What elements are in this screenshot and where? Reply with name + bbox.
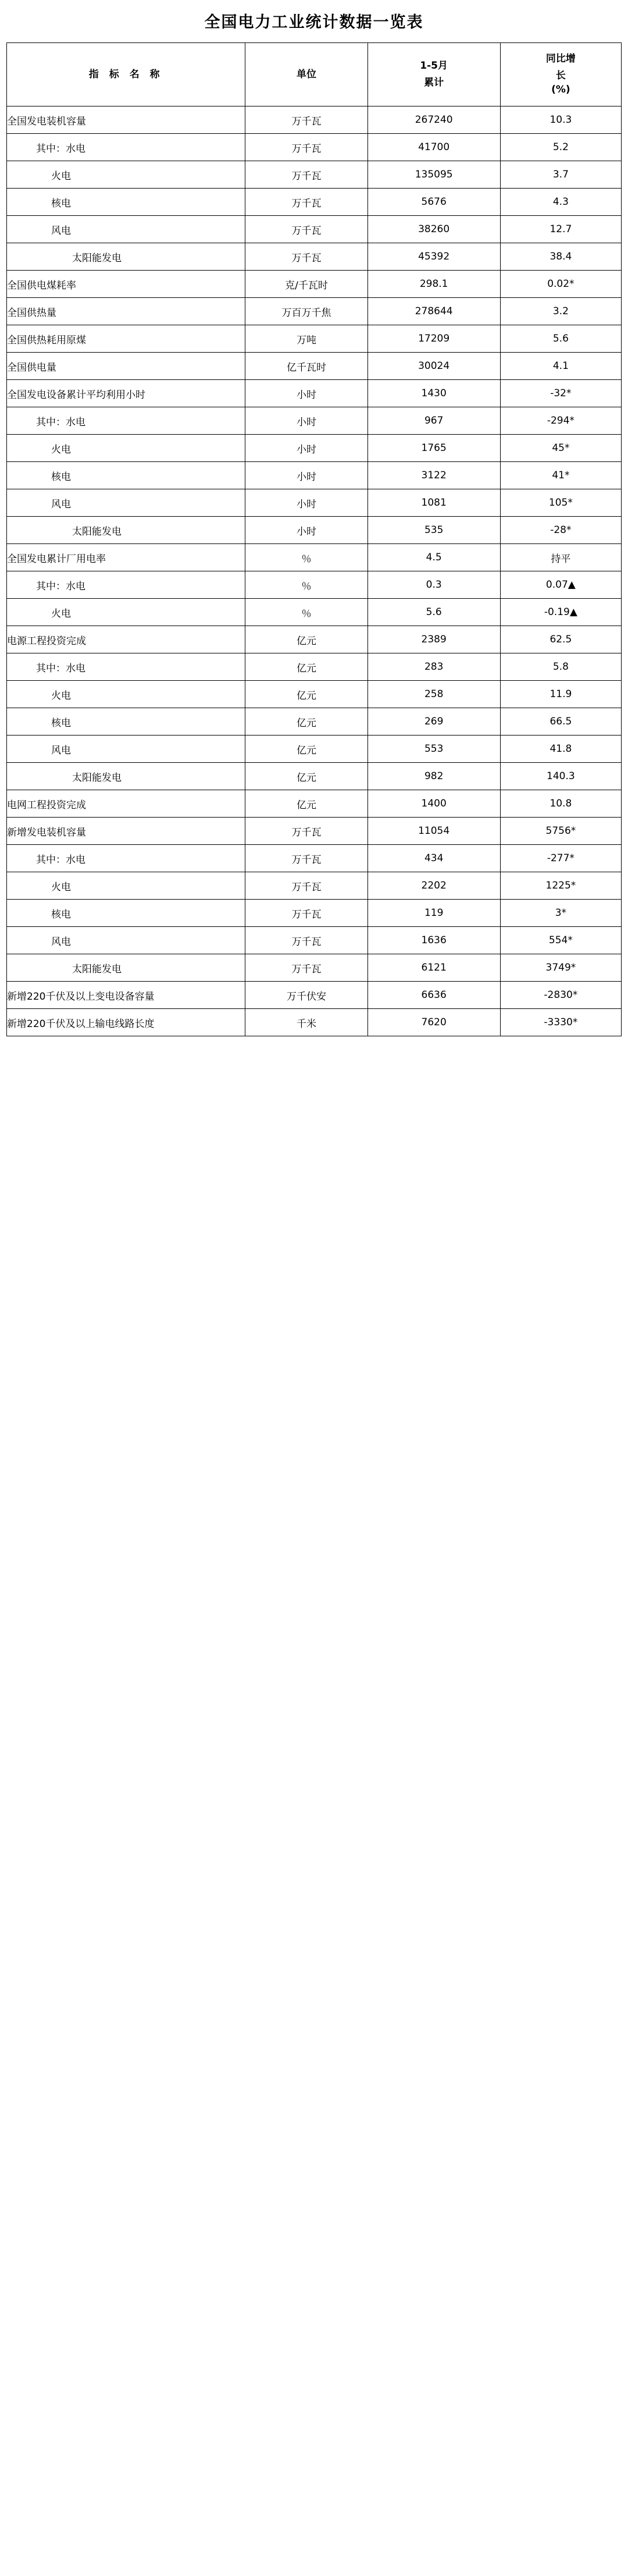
- table-row: [7, 544, 622, 571]
- table-row: [7, 927, 622, 954]
- table-row: [7, 462, 622, 489]
- cell-indicator-name: 火电: [7, 161, 245, 189]
- cell-period-total: 258: [367, 681, 500, 708]
- column-header-yoy-growth: [500, 43, 621, 106]
- table-row: [7, 298, 622, 325]
- cell-period-total: 269: [367, 708, 500, 736]
- cell-period-total: 2202: [367, 872, 500, 900]
- cell-period-total: 434: [367, 845, 500, 872]
- cell-yoy-growth: 5756*: [500, 818, 621, 845]
- cell-yoy-growth: -3330*: [500, 1009, 621, 1036]
- cell-indicator-name: 电网工程投资完成: [7, 790, 245, 818]
- cell-unit: ％: [245, 544, 367, 571]
- cell-period-total: 17209: [367, 325, 500, 353]
- cell-period-total: 30024: [367, 353, 500, 380]
- table-row: [7, 134, 622, 161]
- cell-period-total: 6121: [367, 954, 500, 982]
- cell-unit: 万千瓦: [245, 900, 367, 927]
- cell-unit: 小时: [245, 380, 367, 407]
- table-row: [7, 681, 622, 708]
- table-row: [7, 571, 622, 599]
- cell-unit: 小时: [245, 489, 367, 517]
- cell-unit: 亿元: [245, 653, 367, 681]
- cell-yoy-growth: -32*: [500, 380, 621, 407]
- cell-indicator-name: 全国供热量: [7, 298, 245, 325]
- cell-unit: 千米: [245, 1009, 367, 1036]
- cell-unit: 万千瓦: [245, 106, 367, 134]
- table-row: [7, 599, 622, 626]
- column-header-yoy-line2: 长: [555, 69, 566, 81]
- cell-yoy-growth: 5.6: [500, 325, 621, 353]
- cell-period-total: 1430: [367, 380, 500, 407]
- cell-indicator-name: 核电: [7, 462, 245, 489]
- cell-unit: 万吨: [245, 325, 367, 353]
- cell-indicator-name: 新增220千伏及以上输电线路长度: [7, 1009, 245, 1036]
- cell-indicator-name: 全国供热耗用原煤: [7, 325, 245, 353]
- cell-indicator-name: 核电: [7, 189, 245, 216]
- cell-period-total: 6636: [367, 982, 500, 1009]
- cell-yoy-growth: 45*: [500, 435, 621, 462]
- cell-yoy-growth: -2830*: [500, 982, 621, 1009]
- cell-yoy-growth: 3.2: [500, 298, 621, 325]
- table-row: [7, 790, 622, 818]
- cell-unit: ％: [245, 571, 367, 599]
- cell-indicator-name: 火电: [7, 599, 245, 626]
- table-row: [7, 763, 622, 790]
- cell-unit: 万百万千焦: [245, 298, 367, 325]
- cell-unit: 万千伏安: [245, 982, 367, 1009]
- cell-unit: 小时: [245, 462, 367, 489]
- table-row: [7, 517, 622, 544]
- page-title: 全国电力工业统计数据一览表: [204, 13, 424, 31]
- table-row: [7, 325, 622, 353]
- cell-indicator-name: 全国供电煤耗率: [7, 271, 245, 298]
- cell-period-total: 1081: [367, 489, 500, 517]
- cell-unit: 万千瓦: [245, 872, 367, 900]
- cell-period-total: 3122: [367, 462, 500, 489]
- table-row: [7, 243, 622, 271]
- cell-unit: 亿千瓦时: [245, 353, 367, 380]
- column-header-period-total-line2: 累计: [424, 77, 444, 88]
- cell-unit: 万千瓦: [245, 845, 367, 872]
- cell-period-total: 1636: [367, 927, 500, 954]
- cell-unit: 亿元: [245, 708, 367, 736]
- table-row: [7, 982, 622, 1009]
- cell-indicator-name: 太阳能发电: [7, 517, 245, 544]
- table-row: [7, 489, 622, 517]
- table-row: [7, 1009, 622, 1036]
- cell-period-total: 1765: [367, 435, 500, 462]
- cell-period-total: 278644: [367, 298, 500, 325]
- cell-yoy-growth: 140.3: [500, 763, 621, 790]
- cell-yoy-growth: 0.07▲: [500, 571, 621, 599]
- table-row: [7, 271, 622, 298]
- cell-yoy-growth: 10.8: [500, 790, 621, 818]
- cell-yoy-growth: 11.9: [500, 681, 621, 708]
- cell-unit: 亿元: [245, 763, 367, 790]
- table-header-row: [7, 43, 622, 106]
- table-header: [7, 43, 622, 106]
- cell-unit: ％: [245, 599, 367, 626]
- cell-period-total: 119: [367, 900, 500, 927]
- cell-period-total: 267240: [367, 106, 500, 134]
- cell-yoy-growth: -294*: [500, 407, 621, 435]
- cell-indicator-name: 核电: [7, 900, 245, 927]
- cell-indicator-name: 其中：水电: [7, 571, 245, 599]
- cell-yoy-growth: 554*: [500, 927, 621, 954]
- cell-indicator-name: 其中：水电: [7, 134, 245, 161]
- cell-indicator-name: 其中：水电: [7, 653, 245, 681]
- cell-unit: 克/千瓦时: [245, 271, 367, 298]
- cell-period-total: 2389: [367, 626, 500, 653]
- cell-unit: 万千瓦: [245, 189, 367, 216]
- cell-indicator-name: 全国发电装机容量: [7, 106, 245, 134]
- cell-yoy-growth: 0.02*: [500, 271, 621, 298]
- cell-unit: 亿元: [245, 626, 367, 653]
- table-row: [7, 708, 622, 736]
- cell-indicator-name: 风电: [7, 736, 245, 763]
- cell-unit: 万千瓦: [245, 927, 367, 954]
- cell-yoy-growth: 5.2: [500, 134, 621, 161]
- cell-unit: 万千瓦: [245, 161, 367, 189]
- cell-indicator-name: 其中：水电: [7, 407, 245, 435]
- cell-unit: 亿元: [245, 790, 367, 818]
- cell-indicator-name: 太阳能发电: [7, 954, 245, 982]
- cell-yoy-growth: 4.1: [500, 353, 621, 380]
- cell-yoy-growth: 1225*: [500, 872, 621, 900]
- cell-period-total: 5676: [367, 189, 500, 216]
- cell-yoy-growth: 105*: [500, 489, 621, 517]
- column-header-period-total: [367, 43, 500, 106]
- cell-period-total: 553: [367, 736, 500, 763]
- cell-yoy-growth: 66.5: [500, 708, 621, 736]
- cell-period-total: 283: [367, 653, 500, 681]
- cell-yoy-growth: 62.5: [500, 626, 621, 653]
- cell-period-total: 298.1: [367, 271, 500, 298]
- cell-yoy-growth: -277*: [500, 845, 621, 872]
- table-row: [7, 653, 622, 681]
- table-row: [7, 161, 622, 189]
- cell-unit: 万千瓦: [245, 818, 367, 845]
- cell-yoy-growth: 10.3: [500, 106, 621, 134]
- cell-period-total: 135095: [367, 161, 500, 189]
- cell-yoy-growth: 12.7: [500, 216, 621, 243]
- cell-yoy-growth: 4.3: [500, 189, 621, 216]
- table-row: [7, 954, 622, 982]
- cell-indicator-name: 火电: [7, 681, 245, 708]
- cell-yoy-growth: 持平: [500, 544, 621, 571]
- cell-period-total: 41700: [367, 134, 500, 161]
- cell-yoy-growth: 3*: [500, 900, 621, 927]
- table-row: [7, 216, 622, 243]
- cell-indicator-name: 其中：水电: [7, 845, 245, 872]
- cell-unit: 小时: [245, 517, 367, 544]
- table-row: [7, 626, 622, 653]
- cell-indicator-name: 电源工程投资完成: [7, 626, 245, 653]
- cell-indicator-name: 新增发电装机容量: [7, 818, 245, 845]
- table-row: [7, 818, 622, 845]
- table-row: [7, 380, 622, 407]
- cell-unit: 万千瓦: [245, 134, 367, 161]
- cell-yoy-growth: -28*: [500, 517, 621, 544]
- cell-unit: 小时: [245, 407, 367, 435]
- cell-period-total: 45392: [367, 243, 500, 271]
- cell-indicator-name: 风电: [7, 216, 245, 243]
- cell-yoy-growth: 3749*: [500, 954, 621, 982]
- cell-unit: 万千瓦: [245, 954, 367, 982]
- cell-unit: 亿元: [245, 736, 367, 763]
- cell-period-total: 4.5: [367, 544, 500, 571]
- cell-yoy-growth: 3.7: [500, 161, 621, 189]
- column-header-indicator-name: 指 标 名 称: [7, 43, 245, 106]
- cell-period-total: 535: [367, 517, 500, 544]
- table-row: [7, 353, 622, 380]
- cell-period-total: 967: [367, 407, 500, 435]
- cell-period-total: 982: [367, 763, 500, 790]
- cell-indicator-name: 太阳能发电: [7, 243, 245, 271]
- table-row: [7, 872, 622, 900]
- table-row: [7, 435, 622, 462]
- cell-period-total: 38260: [367, 216, 500, 243]
- cell-indicator-name: 核电: [7, 708, 245, 736]
- table-row: [7, 189, 622, 216]
- table-row: [7, 407, 622, 435]
- cell-indicator-name: 风电: [7, 489, 245, 517]
- table-row: [7, 106, 622, 134]
- cell-yoy-growth: 5.8: [500, 653, 621, 681]
- cell-period-total: 0.3: [367, 571, 500, 599]
- cell-period-total: 5.6: [367, 599, 500, 626]
- cell-indicator-name: 风电: [7, 927, 245, 954]
- cell-unit: 万千瓦: [245, 243, 367, 271]
- statistics-table: [6, 42, 622, 1036]
- cell-indicator-name: 火电: [7, 435, 245, 462]
- cell-unit: 亿元: [245, 681, 367, 708]
- table-container: [0, 42, 628, 1044]
- column-header-unit: 单位: [245, 43, 367, 106]
- cell-unit: 万千瓦: [245, 216, 367, 243]
- table-row: [7, 736, 622, 763]
- cell-indicator-name: 全国发电设备累计平均利用小时: [7, 380, 245, 407]
- cell-yoy-growth: -0.19▲: [500, 599, 621, 626]
- cell-indicator-name: 新增220千伏及以上变电设备容量: [7, 982, 245, 1009]
- cell-indicator-name: 火电: [7, 872, 245, 900]
- cell-unit: 小时: [245, 435, 367, 462]
- cell-period-total: 7620: [367, 1009, 500, 1036]
- cell-yoy-growth: 38.4: [500, 243, 621, 271]
- cell-indicator-name: 全国发电累计厂用电率: [7, 544, 245, 571]
- document-page: [0, 0, 628, 1044]
- cell-indicator-name: 全国供电量: [7, 353, 245, 380]
- cell-yoy-growth: 41*: [500, 462, 621, 489]
- column-header-yoy-line3: (%): [551, 84, 570, 96]
- table-row: [7, 845, 622, 872]
- column-header-period-total-line1: 1-5月: [420, 60, 448, 72]
- cell-period-total: 11054: [367, 818, 500, 845]
- cell-period-total: 1400: [367, 790, 500, 818]
- table-body: [7, 106, 622, 1036]
- cell-indicator-name: 太阳能发电: [7, 763, 245, 790]
- cell-yoy-growth: 41.8: [500, 736, 621, 763]
- column-header-yoy-line1: 同比增: [545, 53, 576, 65]
- table-row: [7, 900, 622, 927]
